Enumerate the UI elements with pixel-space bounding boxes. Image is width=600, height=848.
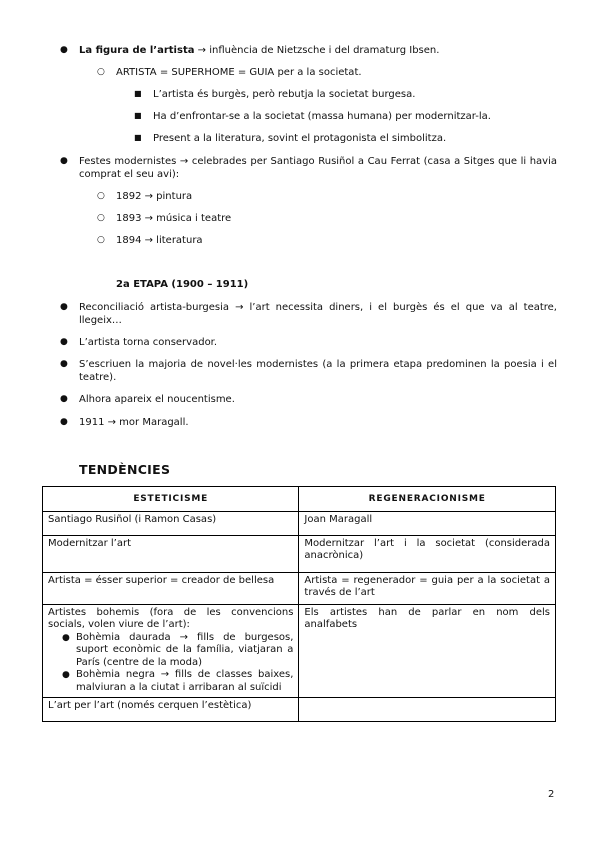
table-header-row bbox=[43, 487, 556, 512]
list-item: 1911 → mor Maragall. bbox=[79, 417, 189, 428]
bullet-circle: ○ bbox=[97, 67, 105, 77]
section-heading: 2a ETAPA (1900 – 1911) bbox=[116, 279, 249, 290]
bullet-square: ■ bbox=[134, 133, 142, 142]
column-header-esteticisme: ESTETICISME bbox=[43, 487, 299, 512]
tendencies-table bbox=[42, 486, 556, 722]
table-row bbox=[43, 698, 556, 722]
list-subsubitem: Present a la literatura, sovint el protagonista el simbolitza. bbox=[153, 133, 447, 144]
list-item: Festes modernistes → celebrades per Santiago Rusiñol a Cau Ferrat (casa a Sitges que li havia comprat el seu avi): bbox=[79, 156, 557, 180]
list-item-text: Bohèmia daurada → fills de burgesos, suport econòmic de la família, viatjaran a París (centre de la moda) bbox=[76, 631, 294, 668]
table-cell: Artista = regenerador = guia per a la societat a través de l’art bbox=[299, 572, 556, 604]
table-cell-bohemis bbox=[43, 604, 299, 698]
bullet-circle: ○ bbox=[97, 213, 105, 223]
table-row bbox=[43, 604, 556, 698]
table-row bbox=[43, 511, 556, 535]
bullet-dot: ● bbox=[62, 632, 70, 643]
bohemis-intro: Artistes bohemis (fora de les convencions socials, volen viure de l’art): bbox=[48, 606, 294, 630]
bullet-dot: ● bbox=[60, 45, 68, 55]
list-subitem: 1894 → literatura bbox=[116, 235, 203, 246]
bullet-circle: ○ bbox=[97, 235, 105, 245]
list-item: Reconciliació artista-burgesia → l’art necessita diners, i el burgès és el que va al teatre, llegeix… bbox=[79, 302, 557, 326]
bullet-dot: ● bbox=[60, 394, 68, 404]
list-item bbox=[48, 669, 293, 694]
list-item bbox=[48, 632, 293, 670]
table-cell: Artista = ésser superior = creador de bellesa bbox=[43, 572, 299, 604]
item-text: → influència de Nietzsche i del dramaturg Ibsen. bbox=[194, 45, 440, 56]
bullet-dot: ● bbox=[60, 156, 68, 166]
table-cell: L’art per l’art (només cerquen l’estètica) bbox=[43, 698, 299, 722]
list-item: Alhora apareix el noucentisme. bbox=[79, 394, 235, 405]
list-subitem: ARTISTA = SUPERHOME = GUIA per a la societat. bbox=[116, 67, 362, 78]
table-cell: Santiago Rusiñol (i Ramon Casas) bbox=[43, 511, 299, 535]
table-cell bbox=[299, 698, 556, 722]
list-item bbox=[79, 44, 559, 57]
column-header-regeneracionisme: REGENERACIONISME bbox=[299, 487, 556, 512]
bullet-dot: ● bbox=[60, 359, 68, 369]
list-item: S’escriuen la majoria de novel·les modernistes (a la primera etapa predominen la poesia i el teatre). bbox=[79, 359, 557, 383]
table-cell: Modernitzar l’art i la societat (considerada anacrònica) bbox=[299, 535, 556, 572]
table-row bbox=[43, 535, 556, 572]
list-item: L’artista torna conservador. bbox=[79, 337, 218, 348]
list-subsubitem: Ha d’enfrontar-se a la societat (massa humana) per modernitzar-la. bbox=[153, 111, 491, 122]
list-item-text: Bohèmia negra → fills de classes baixes, malviuran a la ciutat i arribaran al suïcidi bbox=[76, 669, 294, 693]
bullet-dot: ● bbox=[60, 337, 68, 347]
list-subitem: 1893 → música i teatre bbox=[116, 213, 232, 224]
bullet-dot: ● bbox=[60, 417, 68, 427]
bohemis-list bbox=[48, 632, 293, 695]
bullet-dot: ● bbox=[62, 670, 70, 680]
table-cell: Els artistes han de parlar en nom dels analfabets bbox=[299, 604, 556, 698]
bullet-circle: ○ bbox=[97, 191, 105, 201]
list-subsubitem: L’artista és burgès, però rebutja la societat burgesa. bbox=[153, 89, 416, 100]
table-cell: Joan Maragall bbox=[299, 511, 556, 535]
table-cell: Modernitzar l’art bbox=[43, 535, 299, 572]
list-subitem: 1892 → pintura bbox=[116, 191, 193, 202]
page-number: 2 bbox=[548, 789, 555, 800]
item-bold-title: La figura de l’artista bbox=[79, 45, 195, 56]
bullet-square: ■ bbox=[134, 89, 142, 98]
bullet-dot: ● bbox=[60, 302, 68, 312]
table-row bbox=[43, 572, 556, 604]
tendencies-heading: TENDÈNCIES bbox=[79, 462, 171, 477]
bullet-square: ■ bbox=[134, 111, 142, 120]
